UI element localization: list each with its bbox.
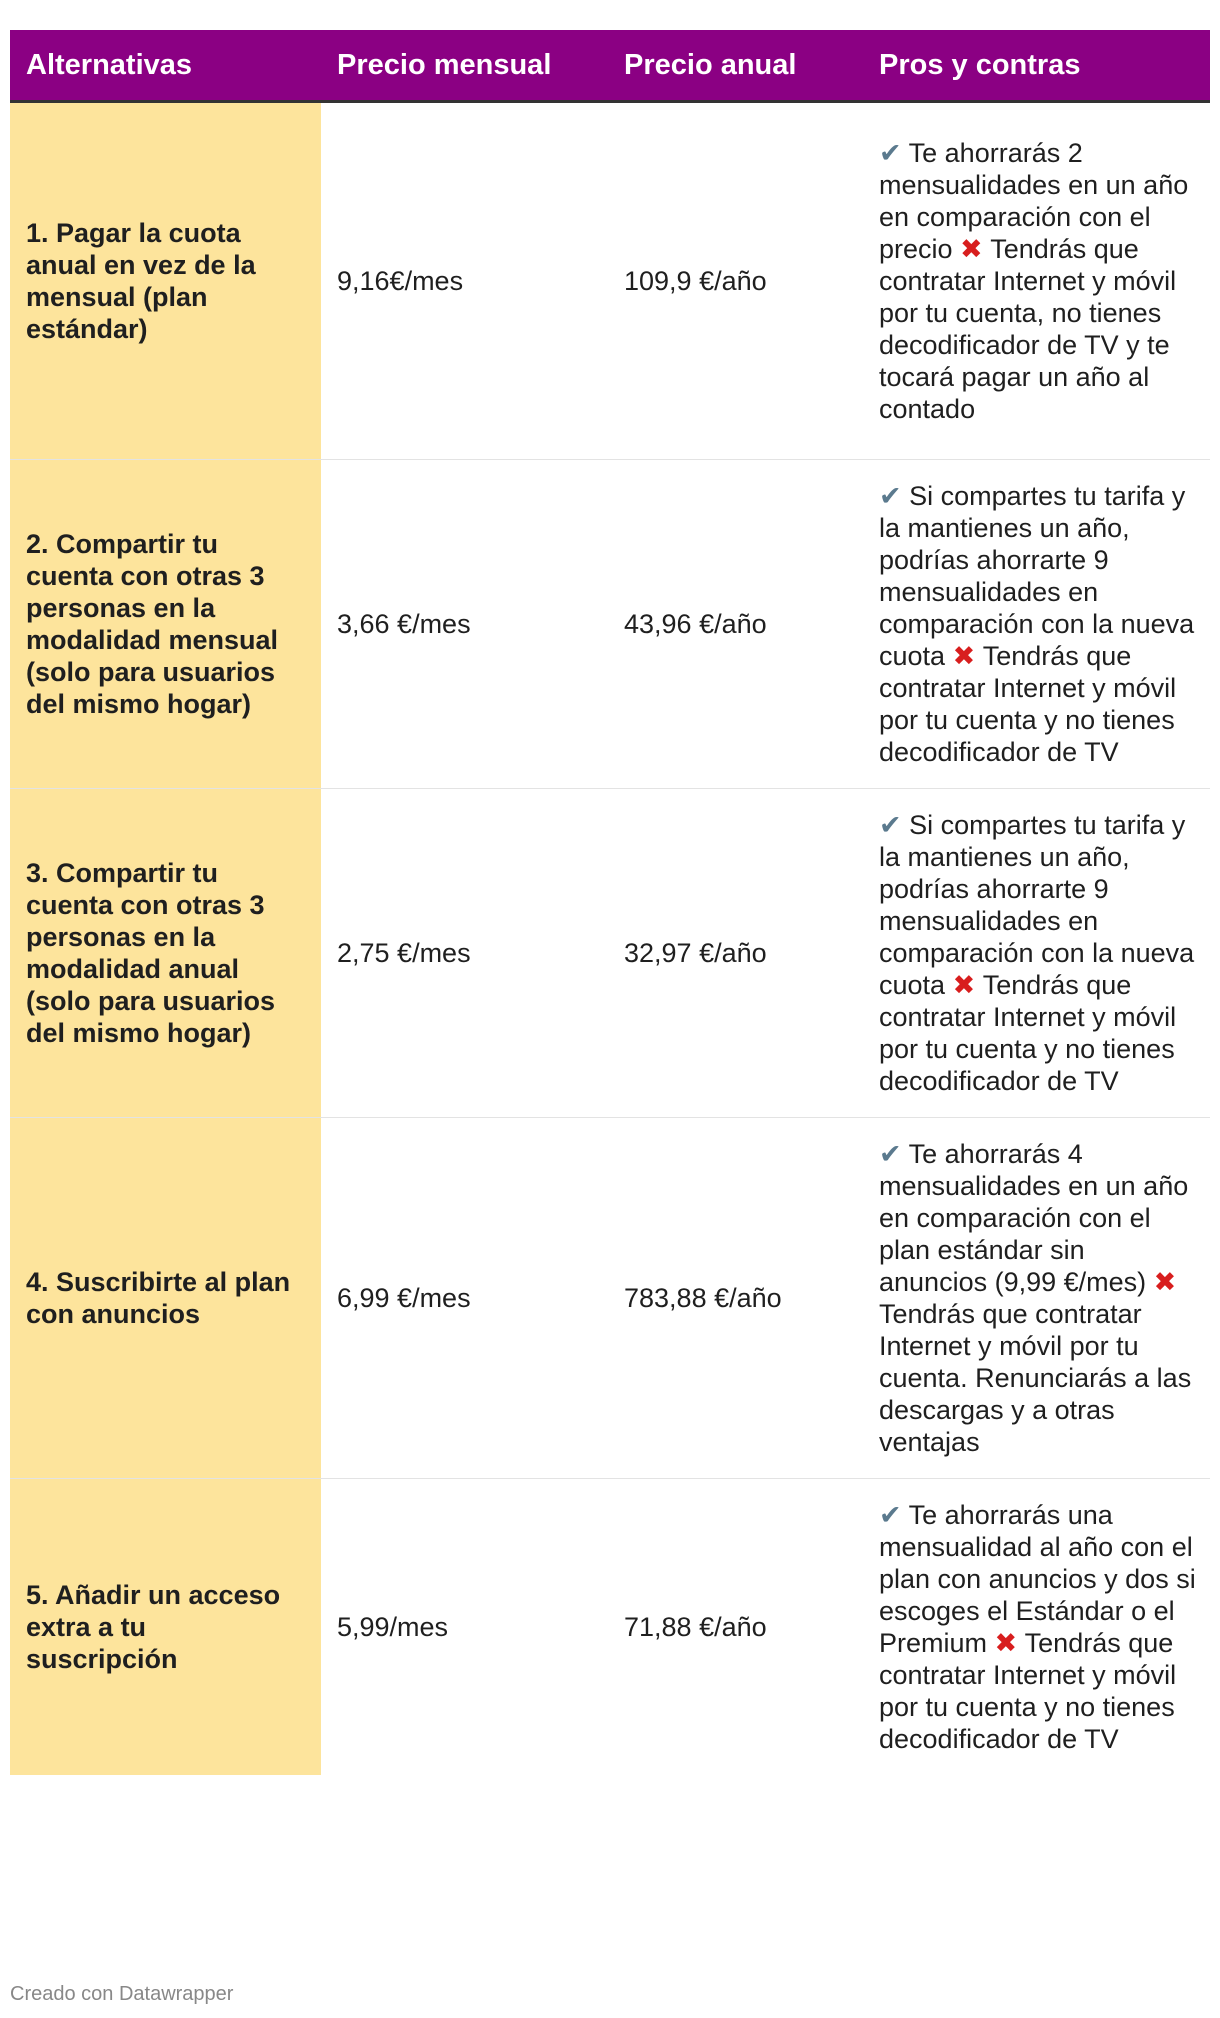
cross-mark-icon: ✖︎ <box>952 234 991 264</box>
monthly-price-cell: 6,99 €/mes <box>321 1118 608 1479</box>
pro-text: Si compartes tu tarifa y la mantienes un año, podrías ahorrarte 9 mensualidades en comparación con la nueva cuota <box>879 810 1195 1000</box>
contra-text: Tendrás que contratar Internet y móvil por tu cuenta y no tienes decodificador de TV <box>879 1628 1177 1754</box>
cross-mark-icon: ✖︎ <box>945 970 983 1000</box>
pro-text: Te ahorrarás una mensualidad al año con el plan con anuncios y dos si escoges el Estándar o el Premium <box>879 1500 1196 1658</box>
contra-text: Tendrás que contratar Internet y móvil por tu cuenta y no tienes decodificador de TV <box>879 641 1177 767</box>
monthly-price-cell: 2,75 €/mes <box>321 789 608 1118</box>
contra-text: Tendrás que contratar Internet y móvil por tu cuenta y no tienes decodificador de TV <box>879 970 1177 1096</box>
check-mark-icon: ✔︎ <box>879 138 909 168</box>
monthly-price-cell: 3,66 €/mes <box>321 460 608 789</box>
table-row <box>10 1118 1210 1479</box>
alternative-cell: 1. Pagar la cuota anual en vez de la mensual (plan estándar) <box>10 102 321 460</box>
contra-text: Tendrás que contratar Internet y móvil por tu cuenta. Renunciarás a las descargas y a otras ventajas <box>879 1299 1192 1457</box>
monthly-price-cell: 5,99/mes <box>337 1612 449 1642</box>
pros-cons-cell <box>863 789 1210 1118</box>
annual-price-cell: 109,9 €/año <box>608 102 863 460</box>
pro-text: Si compartes tu tarifa y la mantienes un año, podrías ahorrarte 9 mensualidades en comparación con la nueva cuota <box>879 481 1195 671</box>
footer-credit: Creado con Datawrapper <box>10 1983 234 2005</box>
check-mark-icon: ✔︎ <box>879 1139 909 1169</box>
comparison-table-wrapper <box>10 30 1210 1775</box>
annual-price-cell: 43,96 €/año <box>608 460 863 789</box>
alternative-cell: 2. Compartir tu cuenta con otras 3 personas en la modalidad mensual (solo para usuarios del mismo hogar) <box>10 460 321 789</box>
column-header: Precio mensual <box>321 30 608 102</box>
check-mark-icon: ✔︎ <box>879 1500 909 1530</box>
pro-text: Te ahorrarás 2 mensualidades en un año en comparación con el precio <box>879 138 1189 264</box>
cross-mark-icon: ✖︎ <box>1146 1267 1177 1297</box>
column-header: Alternativas <box>10 30 321 102</box>
column-header: Pros y contras <box>863 30 1210 102</box>
pros-cons-cell <box>863 460 1210 789</box>
cross-mark-icon: ✖︎ <box>945 641 983 671</box>
table-row <box>10 102 1210 460</box>
table-header-row <box>10 30 1210 102</box>
pro-text: Te ahorrarás 4 mensualidades en un año en comparación con el plan estándar sin anuncios (9,99 €/mes) <box>879 1139 1189 1297</box>
pros-cons-cell <box>863 1118 1210 1479</box>
annual-price-cell: 32,97 €/año <box>608 789 863 1118</box>
annual-price-cell: 71,88 €/año <box>624 1612 767 1642</box>
annual-price-cell: 783,88 €/año <box>608 1118 863 1479</box>
column-header: Precio anual <box>608 30 863 102</box>
table-row <box>10 1479 1210 1776</box>
comparison-table <box>10 30 1210 1775</box>
monthly-price-cell: 9,16€/mes <box>321 102 608 460</box>
table-row <box>10 460 1210 789</box>
check-mark-icon: ✔︎ <box>879 810 910 840</box>
table-row <box>10 789 1210 1118</box>
contra-text: Tendrás que contratar Internet y móvil por tu cuenta, no tienes decodificador de TV y te tocará pagar un año al contado <box>879 234 1177 424</box>
alternative-cell: 5. Añadir un acceso extra a tu suscripción <box>10 1479 321 1776</box>
alternative-cell: 4. Suscribirte al plan con anuncios <box>10 1118 321 1479</box>
check-mark-icon: ✔︎ <box>879 481 910 511</box>
pros-cons-cell <box>863 1479 1210 1776</box>
pros-cons-cell <box>863 102 1210 460</box>
cross-mark-icon: ✖︎ <box>987 1628 1025 1658</box>
alternative-cell: 3. Compartir tu cuenta con otras 3 personas en la modalidad anual (solo para usuarios del mismo hogar) <box>10 789 321 1118</box>
